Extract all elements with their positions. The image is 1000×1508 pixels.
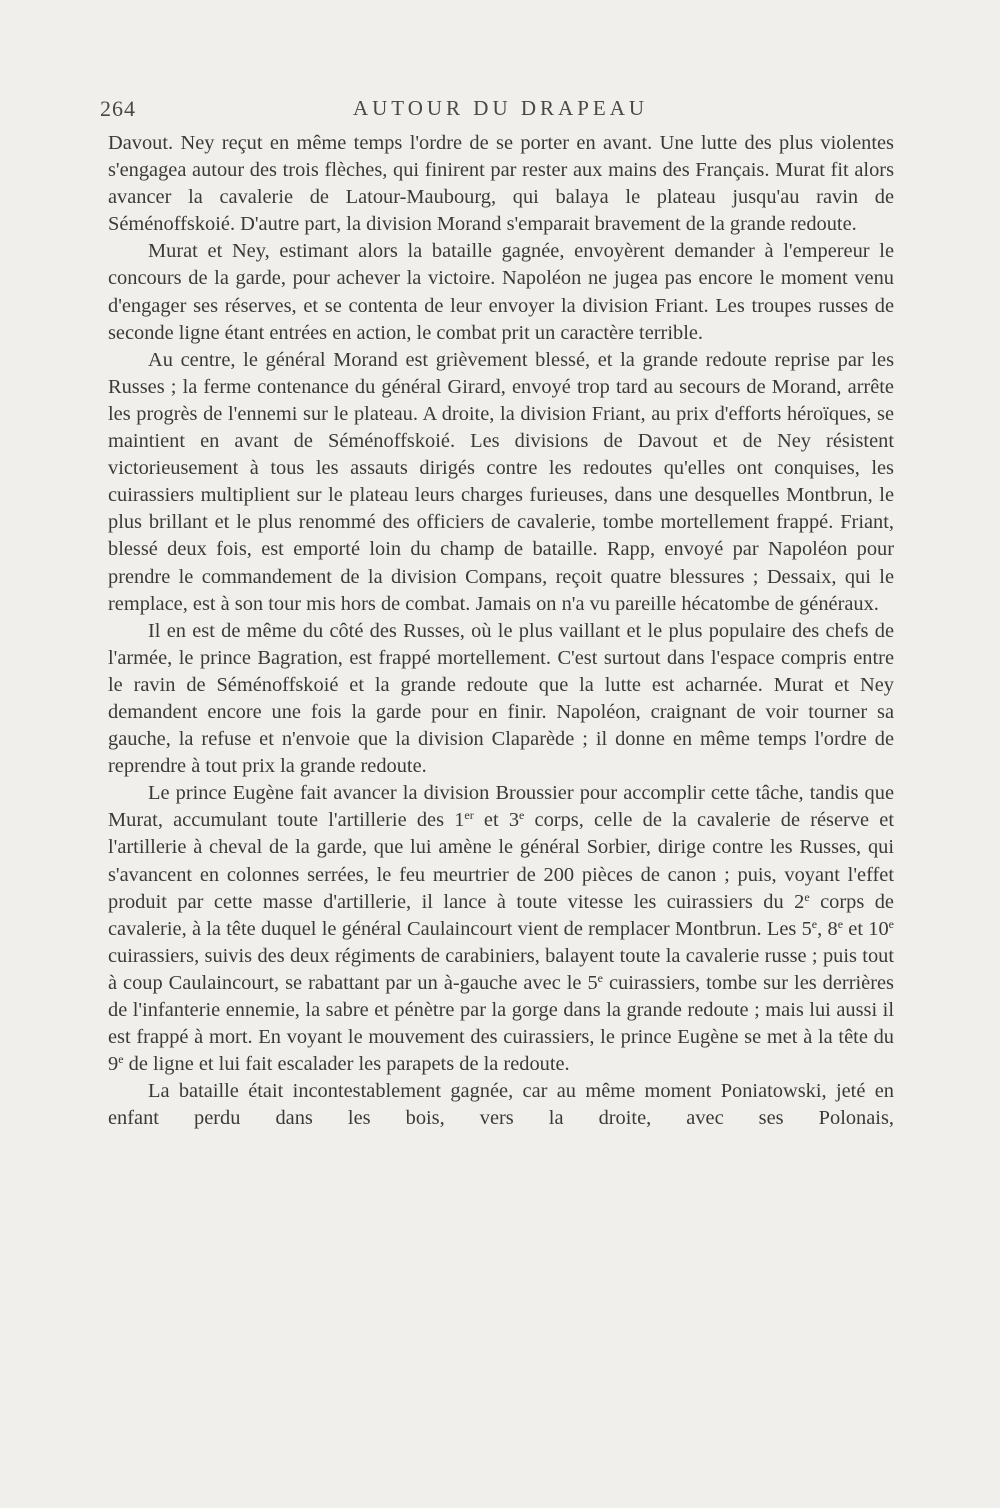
paragraph	[108, 130, 894, 238]
text-run: et 10	[843, 917, 889, 940]
text-run: et 3	[473, 809, 520, 832]
paragraph	[108, 780, 894, 1078]
page-number: 264	[100, 96, 136, 121]
superscript: er	[464, 808, 474, 823]
text-run: de ligne et lui fait escalader les parapets de la redoute.	[123, 1053, 570, 1076]
text-run: corps, celle de la cavalerie de réserve et l'artillerie à cheval de la garde, que lui amène le général Sorbier, dirige contre les Russes, qui s'avancent en colonnes serrées, le feu meurtrier de 200 pièces de canon ; puis, voyant l'effet produit par cette masse d'artillerie, il lance à toute vitesse les cuirassiers du 2	[108, 809, 894, 913]
paragraph	[108, 1078, 894, 1132]
text-run: Il en est de même du côté des Russes, où le plus vaillant et le plus populaire des chefs de l'armée, le prince Bagration, est frappé mortellement. C'est surtout dans l'espace compris entre le ravin de Séménoffskoié et la grande redoute que la lutte est acharnée. Murat et Ney demandent encore une fois la garde pour en finir. Napoléon, craignant de voir tourner sa gauche, la refuse et n'envoie que la division Claparède ; il donne en même temps l'ordre de reprendre à tout prix la grande redoute.	[108, 619, 894, 778]
running-title: AUTOUR DU DRAPEAU	[352, 96, 649, 120]
text-run: Le prince Eugène fait avancer la division Broussier pour accomplir cette tâche, tandis que Murat, accumulant toute l'artillerie des 1	[108, 782, 894, 832]
superscript: e	[804, 889, 810, 904]
text-run: cuirassiers, tombe sur les derrières de l'infanterie ennemie, la sabre et pénètre par la gorge dans la grande redoute ; mais lui aussi il est frappé à mort. En voyant le mouvement des cuirassiers, le prince Eugène se met à la tête du 9	[108, 971, 894, 1076]
superscript: e	[837, 916, 844, 931]
body-text	[108, 130, 894, 1132]
text-run: corps de cavalerie, à la tête duquel le général Caulaincourt vient de remplacer Montbrun. Les 5	[108, 890, 894, 940]
superscript: e	[597, 970, 603, 985]
text-run: Murat et Ney, estimant alors la bataille gagnée, envoyèrent demander à l'empereur le concours de la garde, pour achever la victoire. Napoléon ne jugea pas encore le moment venu d'engager ses réserves, et se contenta de leur envoyer la division Friant. Les troupes russes de seconde ligne étant entrées en action, le combat prit un caractère terrible.	[108, 240, 894, 344]
paragraph	[108, 347, 894, 618]
superscript: e	[118, 1052, 124, 1066]
paragraph	[108, 238, 894, 346]
superscript: e	[519, 808, 525, 823]
paragraph	[108, 618, 894, 781]
superscript: e	[888, 916, 894, 931]
text-run: , 8	[817, 917, 838, 940]
running-head	[100, 96, 893, 126]
superscript: e	[811, 916, 818, 931]
text-run: La bataille était incontestablement gagnée, car au même moment Poniatowski, jeté en enfant perdu dans les bois, vers la droite, avec ses Polonais,	[108, 1080, 894, 1130]
text-run: Au centre, le général Morand est grièvement blessé, et la grande redoute reprise par les Russes ; la ferme contenance du général Girard, envoyé trop tard au secours de Morand, arrête les progrès de l'ennemi sur le plateau. A droite, la division Friant, au prix d'efforts héroïques, se maintient en avant de Séménoffskoié. Les divisions de Davout et de Ney résistent victorieusement à tous les assauts dirigés contre les redoutes qu'elles ont conquises, les cuirassiers multiplient sur le plateau leurs charges furieuses, dans une desquelles Montbrun, le plus brillant et le plus renommé des officiers de cavalerie, tombe mortellement frappé. Friant, blessé deux fois, est emporté loin du champ de bataille. Rapp, envoyé par Napoléon pour prendre le commandement de la division Compans, reçoit quatre blessures ; Dessaix, qui le remplace, est à son tour mis hors de combat. Jamais on n'a vu pareille hécatombe de généraux.	[108, 348, 894, 615]
text-run: cuirassiers, suivis des deux régiments de carabiniers, balayent toute la cavalerie russe ; puis tout à coup Caulaincourt, se rabattant par un à-gauche avec le 5	[108, 944, 894, 994]
text-run: Davout. Ney reçut en même temps l'ordre de se porter en avant. Une lutte des plus violentes s'engagea autour des trois flèches, qui finirent par rester aux mains des Français. Murat fit alors avancer la cavalerie de Latour-Maubourg, qui balaya le plateau jusqu'au ravin de Séménoffskoié. D'autre part, la division Morand s'emparait bravement de la grande redoute.	[108, 132, 894, 236]
